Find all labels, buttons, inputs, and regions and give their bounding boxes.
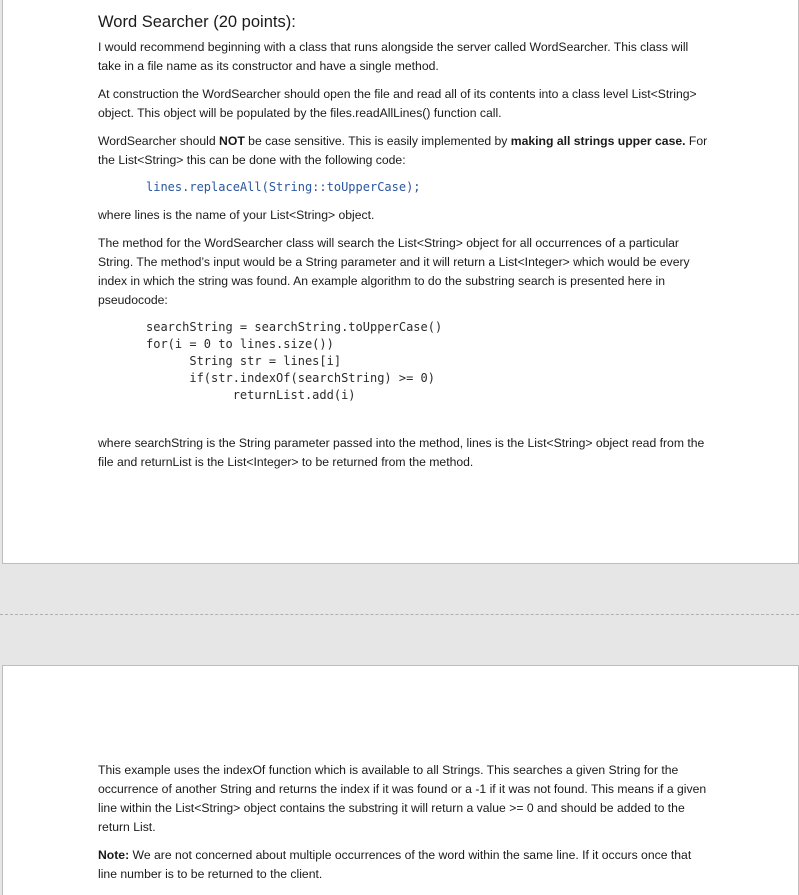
case-text-1: WordSearcher should — [98, 134, 220, 148]
section-title: Word Searcher (20 points): — [98, 13, 296, 31]
note-text: We are not concerned about multiple occurrences of the word within the same line. If it occurs once that line number is to be returned to the client. — [98, 848, 692, 881]
indexof-paragraph: This example uses the indexOf function which is available to all Strings. This searches a given String for the occurrence of another String and returns the index if it was found or a -1 if it was not found. This means if a given line within the List<String> object contains the substring it will return a value >= 0 and should be added to the return List. — [98, 763, 707, 834]
replace-all-code: lines.replaceAll(String::toUpperCase); — [146, 180, 421, 194]
document-page-1 — [2, 0, 799, 564]
note-paragraph — [98, 846, 708, 884]
lines-description: where lines is the name of your List<String> object. — [98, 208, 375, 222]
parameter-description: where searchString is the String parameter passed into the method, lines is the List<String> object read from the file and returnList is the List<Integer> to be returned from the method. — [98, 436, 705, 469]
page-2-content — [98, 761, 708, 893]
uppercase-emphasis: making all strings upper case. — [510, 134, 686, 148]
case-sensitivity-paragraph — [98, 132, 708, 170]
pseudocode-block: searchString = searchString.toUpperCase() for(i = 0 to lines.size()) String str = lines[i] if(str.indexOf(searchString) >= 0) returnList.add(i) — [146, 320, 443, 402]
case-text-2: be case sensitive. This is easily implemented by — [244, 134, 511, 148]
page-1-content — [98, 11, 708, 481]
page-break-separator — [0, 614, 799, 615]
case-text-3: For the List<String> this can be done with the following code: — [98, 134, 708, 167]
not-emphasis: NOT — [219, 134, 245, 148]
intro-paragraph: I would recommend beginning with a class that runs alongside the server called WordSearcher. This class will take in a file name as its constructor and have a single method. — [98, 40, 689, 73]
method-description: The method for the WordSearcher class will search the List<String> object for all occurrences of a particular String. The method’s input would be a String parameter and it will return a List<Integer> which would be every index in which the string was found. An example algorithm to do the substring search is presented here in pseudocode: — [98, 236, 690, 307]
document-page-2 — [2, 665, 799, 895]
note-label: Note: — [98, 848, 130, 862]
construction-paragraph: At construction the WordSearcher should open the file and read all of its contents into a class level List<String> object. This object will be populated by the files.readAllLines() function call. — [98, 87, 697, 120]
